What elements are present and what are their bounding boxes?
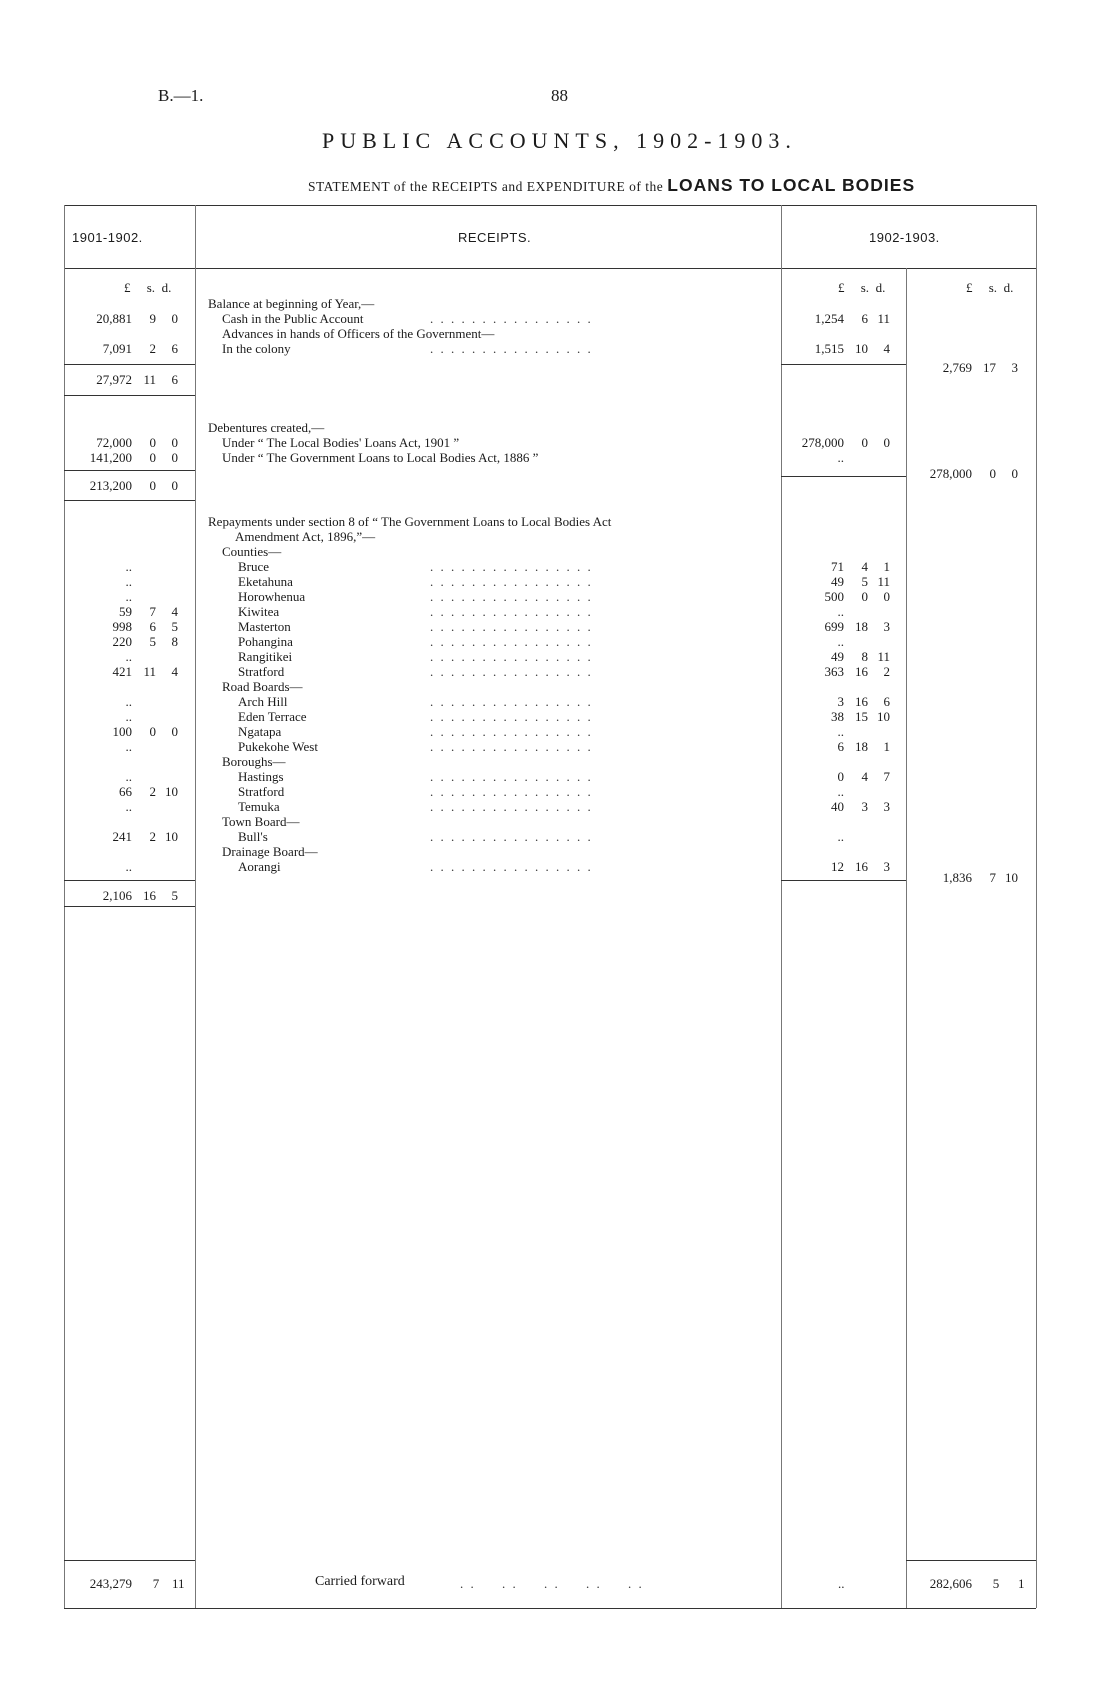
repayment-prev-value [70, 709, 132, 724]
repayment-cur-value-pounds: 40 [831, 799, 844, 814]
repayment-cur-value-pence: 3 [883, 859, 890, 874]
footer-rule-right [906, 1560, 1036, 1561]
debenture-prev-value [70, 435, 178, 450]
repayment-cur-value-shillings: 4 [861, 769, 868, 784]
section-heading-repayments: Repayments under section 8 of “ The Government Loans to Local Bodies Act [208, 514, 612, 529]
repayment-prev-value [70, 634, 178, 649]
repayment-prev-value-pounds: 998 [112, 619, 132, 634]
repayment-prev-value-pounds: 59 [119, 604, 132, 619]
repayment-cur-value-pence: 10 [877, 709, 890, 724]
balance-cur-total-pence: 3 [1011, 360, 1018, 375]
repayment-prev-value [70, 604, 178, 619]
repayment-cur-value-shillings: 3 [861, 799, 868, 814]
statement-bold: LOANS TO LOCAL BODIES [667, 175, 916, 195]
repayment-prev-value-pounds: 241 [112, 829, 132, 844]
repayment-prev-value [70, 589, 132, 604]
sub-total-divider [906, 268, 907, 1608]
debenture-prev-total-pounds: 213,200 [89, 478, 132, 493]
repayment-cur-value-shillings: 15 [855, 709, 868, 724]
balance-prev-total-pounds: 27,972 [96, 372, 132, 387]
debenture-prev-total [70, 478, 178, 493]
repayment-cur-value-pence: 11 [877, 649, 890, 664]
balance-prev-value-pounds: 7,091 [102, 341, 132, 356]
repayment-cur-value [782, 649, 890, 664]
balance-total-rule [64, 364, 195, 365]
debenture-cur-total-rule [781, 476, 906, 477]
repayment-cur-value [782, 739, 890, 754]
repayment-leader: . . . . . . . . . . . . . . . . [430, 604, 593, 619]
repayment-prev-value-nil: .. [125, 649, 132, 664]
repayment-cur-value-pounds: 49 [831, 574, 844, 589]
balance-prev-total-pence: 6 [171, 372, 178, 387]
debenture-prev-value-pounds: 141,200 [89, 450, 132, 465]
repayment-item-label: Kiwitea [238, 604, 280, 619]
repayment-item-label: Masterton [238, 619, 291, 634]
debenture-cur-value-pence: 0 [883, 435, 890, 450]
repayment-leader: . . . . . . . . . . . . . . . . [430, 619, 593, 634]
repayment-item-label: Ngatapa [238, 724, 282, 739]
repayment-cur-value-nil: .. [837, 634, 844, 649]
repayment-section-rule [64, 906, 195, 907]
repayment-prev-value-shillings: 5 [149, 634, 156, 649]
repayment-cur-value-pence: 2 [883, 664, 890, 679]
repayment-prev-value-nil: .. [125, 709, 132, 724]
balance-cur-value-pounds: 1,254 [814, 311, 844, 326]
repayment-prev-value-shillings: 2 [149, 829, 156, 844]
repayment-item-label: Eden Terrace [238, 709, 307, 724]
debenture-prev-value-pence: 0 [171, 435, 178, 450]
repayment-total-rule [64, 880, 195, 881]
repayment-leader: . . . . . . . . . . . . . . . . [430, 589, 593, 604]
repayment-cur-value-pence: 11 [877, 574, 890, 589]
repayment-cur-value-pounds: 49 [831, 649, 844, 664]
balance-row-label: Cash in the Public Account [222, 311, 364, 326]
repayment-cur-value-shillings: 4 [861, 559, 868, 574]
repayment-cur-value-pounds: 0 [837, 769, 844, 784]
repayment-cur-value-shillings: 16 [855, 859, 868, 874]
repayment-cur-value [782, 724, 844, 739]
balance-cur-value-shillings: 10 [855, 341, 868, 356]
footer-cur-sub: .. [838, 1576, 845, 1591]
repayment-item-label: Stratford [238, 664, 285, 679]
repayment-prev-value-pounds: 421 [112, 664, 132, 679]
balance-cur-total-rule [781, 364, 906, 365]
repayment-prev-value [70, 769, 132, 784]
column-head-1902: 1902-1903. [869, 230, 940, 245]
statement-prefix: STATEMENT of the RECEIPTS and EXPENDITURE of the [308, 179, 664, 194]
debenture-cur-value [782, 450, 844, 465]
debenture-cur-total [910, 466, 1018, 481]
repayment-item-label: Temuka [238, 799, 280, 814]
repayment-cur-value [782, 589, 890, 604]
repayment-cur-value-pence: 1 [883, 559, 890, 574]
debenture-cur-total-pounds: 278,000 [929, 466, 972, 481]
repayment-prev-value [70, 724, 178, 739]
repayment-cur-value-shillings: 0 [861, 589, 868, 604]
footer-cur-total: 282,606 5 1 [929, 1576, 1025, 1591]
repayment-prev-total [70, 888, 178, 903]
repayment-cur-value-pence: 1 [883, 739, 890, 754]
repayment-prev-value [70, 784, 178, 799]
column-head-receipts: RECEIPTS. [458, 230, 532, 245]
page-title: PUBLIC ACCOUNTS, 1902-1903. [322, 128, 797, 153]
shilling-sign: s. [146, 280, 156, 295]
repayment-cur-value-shillings: 18 [855, 619, 868, 634]
repayment-prev-value-shillings: 11 [143, 664, 156, 679]
repayment-prev-value [70, 694, 132, 709]
repayment-cur-value [782, 574, 890, 589]
balance-leader: . . . . . . . . . . . . . . . . [430, 341, 593, 356]
repayment-prev-value-shillings: 7 [149, 604, 156, 619]
balance-cur-value-pence: 11 [877, 311, 890, 326]
repayment-leader: . . . . . . . . . . . . . . . . [430, 829, 593, 844]
repayment-cur-total-shillings: 7 [989, 870, 996, 885]
repayment-item-label: Bull's [238, 829, 268, 844]
repayment-cur-total-pence: 10 [1005, 870, 1018, 885]
repayment-prev-total-pence: 5 [171, 888, 178, 903]
repayment-prev-value-nil: .. [125, 799, 132, 814]
section-heading-debentures: Debentures created,— [208, 420, 325, 435]
repayment-cur-value-pounds: 12 [831, 859, 844, 874]
balance-prev-value-shillings: 2 [149, 341, 156, 356]
repayment-prev-value-nil: .. [125, 739, 132, 754]
balance-prev-total-shillings: 11 [143, 372, 156, 387]
mid-currency-header: £ s. d. [838, 280, 886, 295]
balance-prev-value-pence: 0 [171, 311, 178, 326]
repayment-cur-value-nil: .. [837, 784, 844, 799]
right-border [1036, 205, 1037, 1608]
repayment-leader: . . . . . . . . . . . . . . . . [430, 724, 593, 739]
debenture-prev-total-pence: 0 [171, 478, 178, 493]
table-top-rule [64, 205, 1036, 206]
repayment-cur-value-pence: 3 [883, 799, 890, 814]
footer-rule-left [64, 1560, 195, 1561]
repayment-item-label: Pohangina [238, 634, 293, 649]
debenture-row-label: Under “ The Local Bodies' Loans Act, 1901 ” [222, 435, 460, 450]
balance-prev-value-pounds: 20,881 [96, 311, 132, 326]
debenture-section-rule [64, 500, 195, 501]
repayment-leader: . . . . . . . . . . . . . . . . [430, 709, 593, 724]
debenture-row-label: Under “ The Government Loans to Local Bodies Act, 1886 ” [222, 450, 539, 465]
repayment-cur-value [782, 604, 844, 619]
balance-prev-value-pence: 6 [171, 341, 178, 356]
repayment-prev-value [70, 799, 132, 814]
debenture-prev-total-shillings: 0 [149, 478, 156, 493]
repayment-cur-total-rule [781, 880, 906, 881]
repayment-prev-value [70, 574, 132, 589]
balance-row-label: In the colony [222, 341, 291, 356]
repayment-prev-value-shillings: 0 [149, 724, 156, 739]
debenture-cur-total-shillings: 0 [989, 466, 996, 481]
table-bottom-rule [64, 1608, 1036, 1609]
repayment-leader: . . . . . . . . . . . . . . . . [430, 634, 593, 649]
repayment-prev-value-pounds: 66 [119, 784, 132, 799]
repayment-leader: . . . . . . . . . . . . . . . . [430, 694, 593, 709]
repayment-item-label: Stratford [238, 784, 285, 799]
repayment-item-label: Hastings [238, 769, 284, 784]
statement-heading [308, 175, 915, 196]
repayment-cur-value-pounds: 3 [837, 694, 844, 709]
repayment-prev-value [70, 859, 132, 874]
balance-cur-value-shillings: 6 [861, 311, 868, 326]
repayment-cur-value-shillings: 16 [855, 664, 868, 679]
debenture-cur-value [782, 435, 890, 450]
repayment-cur-value [782, 829, 844, 844]
repayment-prev-value [70, 664, 178, 679]
repayment-leader: . . . . . . . . . . . . . . . . [430, 664, 593, 679]
repayment-prev-total-pounds: 2,106 [102, 888, 132, 903]
repayment-item-label: Horowhenua [238, 589, 306, 604]
balance-cur-value-pounds: 1,515 [814, 341, 844, 356]
page-number: 88 [551, 86, 568, 105]
column-head-1901: 1901-1902. [72, 230, 143, 245]
debenture-cur-total-pence: 0 [1011, 466, 1018, 481]
section-heading-repayments-2: Amendment Act, 1896,”— [235, 529, 376, 544]
balance-section-rule [64, 395, 195, 396]
repayment-leader: . . . . . . . . . . . . . . . . [430, 859, 593, 874]
column-header-rule [64, 268, 1036, 269]
debenture-prev-value-shillings: 0 [149, 450, 156, 465]
repayment-cur-value-pounds: 71 [831, 559, 844, 574]
repayment-cur-total-pounds: 1,836 [942, 870, 972, 885]
repayment-cur-value [782, 559, 890, 574]
left-currency-header [124, 280, 171, 295]
repayment-cur-value [782, 694, 890, 709]
repayment-leader: . . . . . . . . . . . . . . . . [430, 574, 593, 589]
repayment-cur-value [782, 634, 844, 649]
repayment-prev-value-pounds: 100 [112, 724, 132, 739]
repayment-cur-value-pounds: 38 [831, 709, 844, 724]
repayment-cur-value-shillings: 8 [861, 649, 868, 664]
repayment-cur-value-pounds: 699 [824, 619, 844, 634]
repayment-cur-value-shillings: 5 [861, 574, 868, 589]
repayment-prev-value-nil: .. [125, 769, 132, 784]
debenture-cur-value-pounds: 278,000 [801, 435, 844, 450]
repayment-leader: . . . . . . . . . . . . . . . . [430, 784, 593, 799]
section-heading-balance: Balance at beginning of Year,— [208, 296, 375, 311]
footer-prev-total: 243,279 7 11 [89, 1576, 185, 1591]
pound-sign: £ [124, 280, 131, 295]
repayment-group-heading: Town Board— [222, 814, 300, 829]
balance-cur-total-pounds: 2,769 [942, 360, 972, 375]
balance-cur-total [910, 360, 1018, 375]
repayment-prev-value [70, 829, 178, 844]
repayment-prev-value-shillings: 6 [149, 619, 156, 634]
debenture-prev-value-pence: 0 [171, 450, 178, 465]
repayment-item-label: Arch Hill [238, 694, 288, 709]
repayment-prev-value-pence: 0 [171, 724, 178, 739]
repayment-group-heading: Boroughs— [222, 754, 286, 769]
repayment-prev-value [70, 559, 132, 574]
repayment-cur-value-pence: 7 [883, 769, 890, 784]
balance-prev-value [70, 341, 178, 356]
repayment-cur-value-shillings: 18 [855, 739, 868, 754]
repayment-cur-value [782, 709, 890, 724]
debenture-total-rule [64, 470, 195, 471]
repayment-cur-value [782, 619, 890, 634]
repayment-leader: . . . . . . . . . . . . . . . . [430, 799, 593, 814]
repayment-item-label: Aorangi [238, 859, 281, 874]
repayment-item-label: Rangitikei [238, 649, 293, 664]
repayment-group-heading: Drainage Board— [222, 844, 318, 859]
repayment-prev-value-pence: 5 [171, 619, 178, 634]
right-currency-header: £ s. d. [966, 280, 1014, 295]
debenture-cur-value-nil: .. [837, 450, 844, 465]
repayment-prev-value-pence: 10 [165, 829, 178, 844]
repayment-prev-value-nil: .. [125, 574, 132, 589]
repayment-leader: . . . . . . . . . . . . . . . . [430, 559, 593, 574]
balance-row-label: Advances in hands of Officers of the Government— [222, 326, 495, 341]
pence-sign: d. [161, 280, 172, 295]
repayment-prev-value-shillings: 2 [149, 784, 156, 799]
repayment-prev-value-pence: 4 [171, 604, 178, 619]
prev-year-divider [195, 205, 196, 1608]
repayment-prev-value-nil: .. [125, 859, 132, 874]
repayment-cur-value-shillings: 16 [855, 694, 868, 709]
carried-forward-leader: . . . . . . . . . . [460, 1576, 644, 1591]
repayment-group-heading: Counties— [222, 544, 282, 559]
repayment-cur-value [782, 664, 890, 679]
repayment-prev-value [70, 739, 132, 754]
repayment-cur-value-nil: .. [837, 829, 844, 844]
balance-cur-total-shillings: 17 [983, 360, 996, 375]
repayment-cur-value [782, 784, 844, 799]
repayment-cur-value-pounds: 363 [824, 664, 844, 679]
repayment-prev-total-shillings: 16 [143, 888, 156, 903]
repayment-prev-value-nil: .. [125, 559, 132, 574]
balance-prev-value-shillings: 9 [149, 311, 156, 326]
debenture-prev-value-shillings: 0 [149, 435, 156, 450]
balance-prev-total [70, 372, 178, 387]
repayment-cur-total [910, 870, 1018, 885]
repayment-leader: . . . . . . . . . . . . . . . . [430, 769, 593, 784]
repayment-cur-value-pounds: 500 [824, 589, 844, 604]
repayment-prev-value-pounds: 220 [112, 634, 132, 649]
carried-forward-label: Carried forward [315, 1574, 405, 1589]
balance-leader: . . . . . . . . . . . . . . . . [430, 311, 593, 326]
debenture-prev-value [70, 450, 178, 465]
repayment-cur-value-pence: 6 [883, 694, 890, 709]
repayment-group-heading: Road Boards— [222, 679, 303, 694]
balance-cur-value [782, 311, 890, 326]
repayment-cur-value [782, 799, 890, 814]
balance-cur-value [782, 341, 890, 356]
debenture-cur-value-shillings: 0 [861, 435, 868, 450]
repayment-cur-value [782, 769, 890, 784]
repayment-item-label: Bruce [238, 559, 270, 574]
repayment-cur-value-pounds: 6 [837, 739, 844, 754]
debenture-prev-value-pounds: 72,000 [96, 435, 132, 450]
repayment-item-label: Eketahuna [238, 574, 293, 589]
repayment-cur-value [782, 859, 890, 874]
page-reference: B.—1. [158, 86, 204, 105]
repayment-prev-value [70, 619, 178, 634]
repayment-leader: . . . . . . . . . . . . . . . . [430, 649, 593, 664]
repayment-prev-value-pence: 8 [171, 634, 178, 649]
repayment-item-label: Pukekohe West [238, 739, 318, 754]
repayment-cur-value-pence: 3 [883, 619, 890, 634]
repayment-prev-value-pence: 4 [171, 664, 178, 679]
repayment-cur-value-pence: 0 [883, 589, 890, 604]
receipts-divider [781, 205, 782, 1608]
repayment-cur-value-nil: .. [837, 604, 844, 619]
repayment-prev-value-pence: 10 [165, 784, 178, 799]
repayment-prev-value-nil: .. [125, 694, 132, 709]
repayment-prev-value-nil: .. [125, 589, 132, 604]
repayment-leader: . . . . . . . . . . . . . . . . [430, 739, 593, 754]
balance-prev-value [70, 311, 178, 326]
repayment-cur-value-nil: .. [837, 724, 844, 739]
repayment-prev-value [70, 649, 132, 664]
balance-cur-value-pence: 4 [883, 341, 890, 356]
